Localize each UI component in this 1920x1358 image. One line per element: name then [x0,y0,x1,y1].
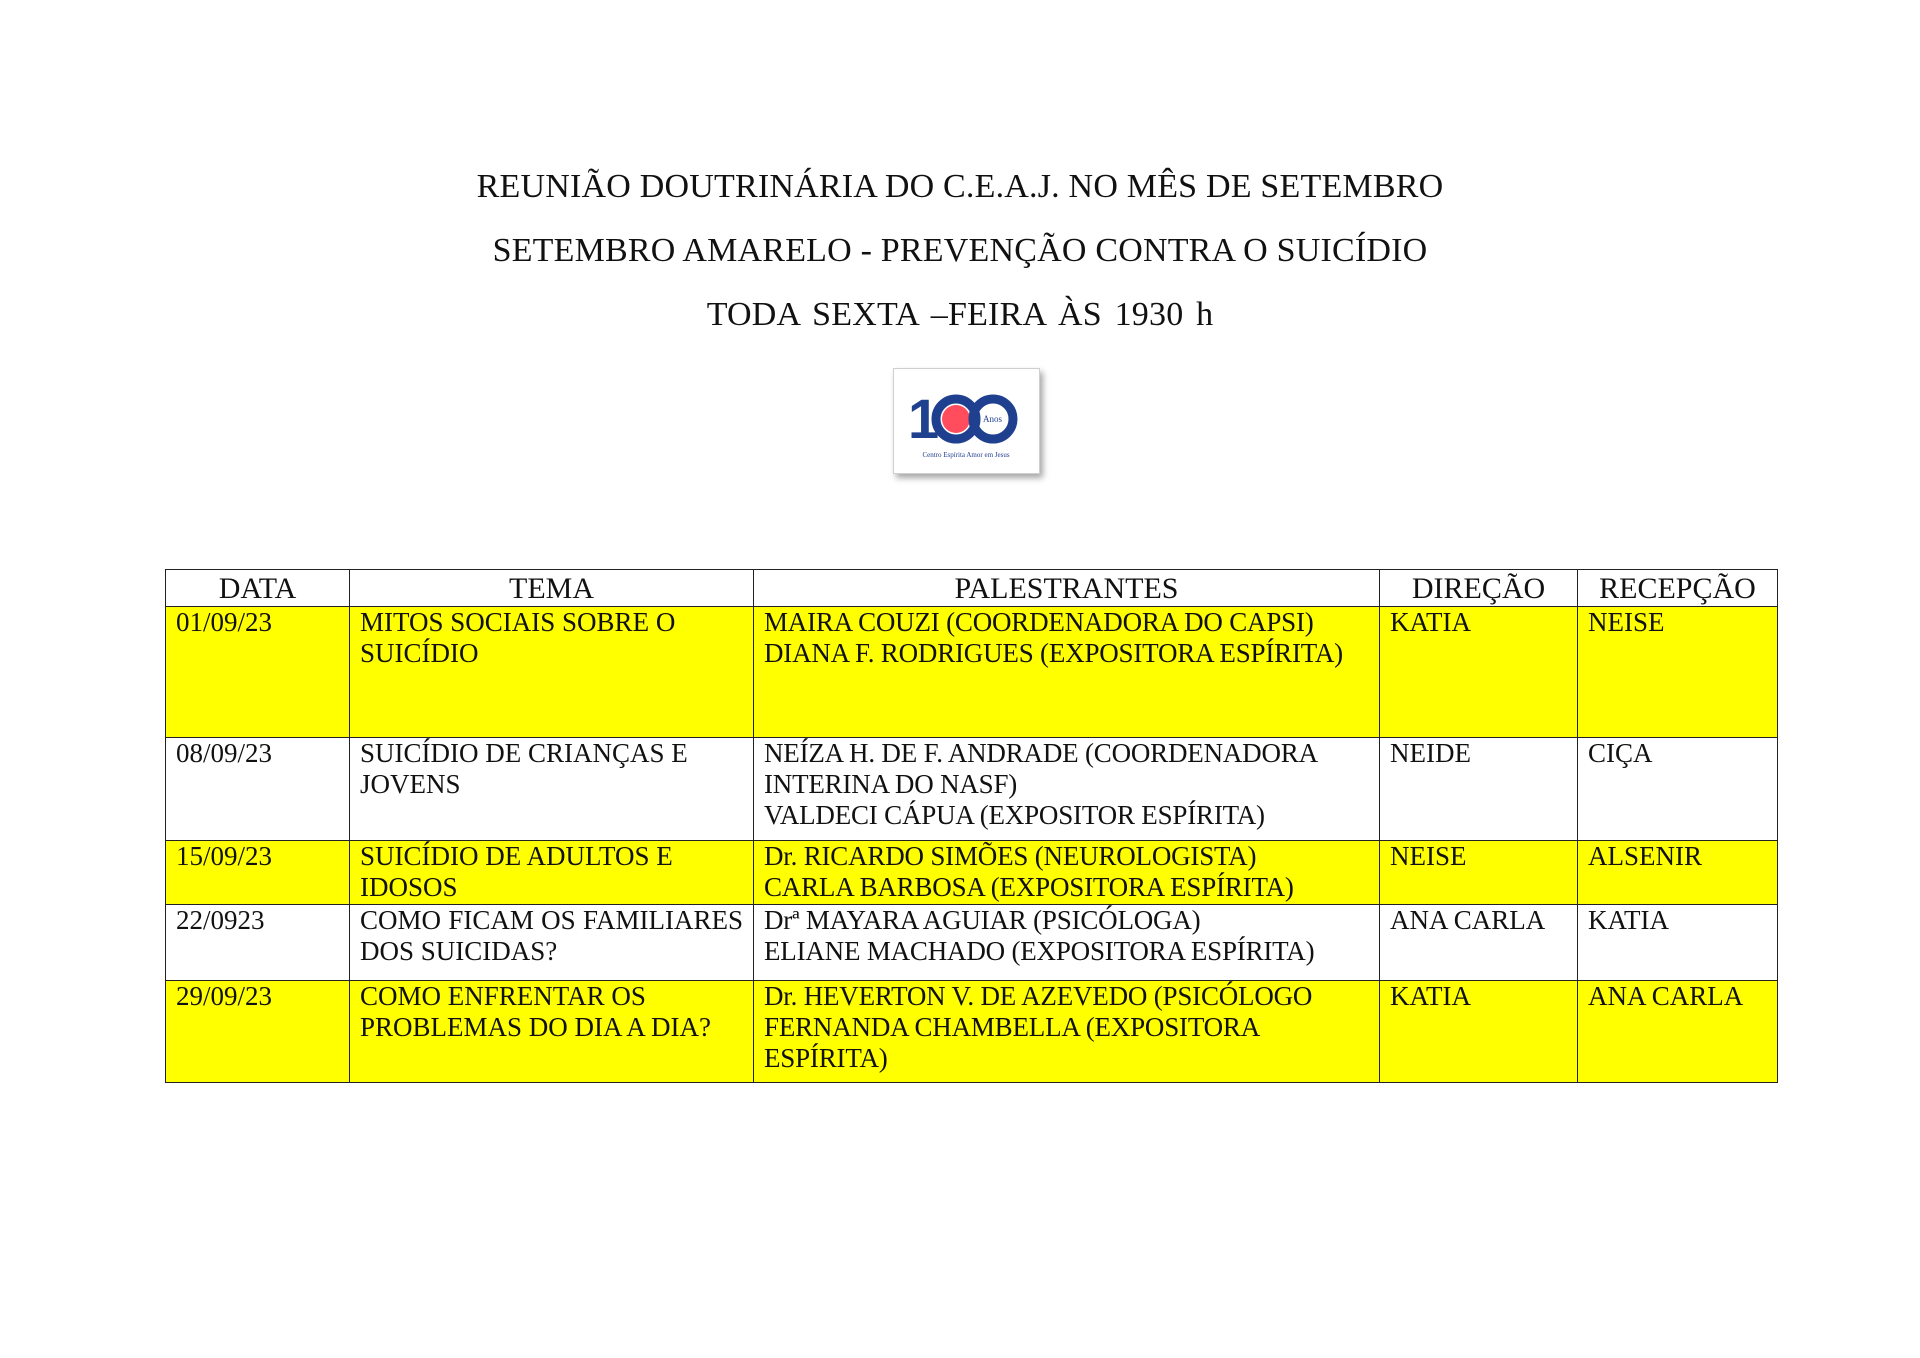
cell-recepcao: ALSENIR [1578,841,1778,905]
column-header-direcao: DIREÇÃO [1380,570,1578,607]
column-header-tema: TEMA [350,570,754,607]
cell-tema: MITOS SOCIAIS SOBRE O SUICÍDIO [350,607,754,738]
cell-recepcao: CIÇA [1578,738,1778,841]
cell-tema: SUICÍDIO DE ADULTOS E IDOSOS [350,841,754,905]
speaker-line: VALDECI CÁPUA (EXPOSITOR ESPÍRITA) [764,800,1265,830]
speaker-line: Drª MAYARA AGUIAR (PSICÓLOGA) [764,905,1201,935]
cell-direcao: ANA CARLA [1380,905,1578,981]
logo-anos: Anos [983,414,1003,424]
table-row [166,607,1778,738]
centenary-logo [893,368,1040,474]
cell-direcao: NEIDE [1380,738,1578,841]
table-row [166,841,1778,905]
cell-direcao: KATIA [1380,981,1578,1083]
logo-caption: Centro Espírita Amor em Jesus [922,451,1010,459]
title-line-3: TODA SEXTA –FEIRA ÀS 1930 h [706,296,1214,333]
column-header-data: DATA [166,570,350,607]
cell-palestrantes [754,607,1380,738]
column-header-recepcao: RECEPÇÃO [1578,570,1778,607]
cell-palestrantes [754,841,1380,905]
cell-palestrantes [754,905,1380,981]
table-row [166,738,1778,841]
speaker-line: Dr. RICARDO SIMÕES (NEUROLOGISTA) [764,841,1257,871]
cell-data: 01/09/23 [166,607,350,738]
cell-direcao: KATIA [1380,607,1578,738]
cell-tema: SUICÍDIO DE CRIANÇAS E JOVENS [350,738,754,841]
title-line-1: REUNIÃO DOUTRINÁRIA DO C.E.A.J. NO MÊS DE SETEMBRO [476,168,1444,205]
speaker-line: NEÍZA H. DE F. ANDRADE (COORDENADORA INTERINA DO NASF) [764,738,1317,799]
speaker-line: FERNANDA CHAMBELLA (EXPOSITORA ESPÍRITA) [764,1012,1259,1073]
cell-data: 15/09/23 [166,841,350,905]
cell-data: 08/09/23 [166,738,350,841]
table-row [166,981,1778,1083]
column-header-palestrantes: PALESTRANTES [754,570,1380,607]
cell-recepcao: KATIA [1578,905,1778,981]
speaker-line: ELIANE MACHADO (EXPOSITORA ESPÍRITA) [764,936,1315,966]
table-header-row [166,570,1778,607]
logo-red-dot [942,405,970,433]
cell-palestrantes [754,738,1380,841]
speaker-line: CARLA BARBOSA (EXPOSITORA ESPÍRITA) [764,872,1294,902]
table-row [166,905,1778,981]
title-line-2: SETEMBRO AMARELO - PREVENÇÃO CONTRA O SUICÍDIO [492,232,1428,269]
cell-data: 29/09/23 [166,981,350,1083]
cell-recepcao: NEISE [1578,607,1778,738]
cell-palestrantes [754,981,1380,1083]
cell-tema: COMO FICAM OS FAMILIARES DOS SUICIDAS? [350,905,754,981]
cell-tema: COMO ENFRENTAR OS PROBLEMAS DO DIA A DIA? [350,981,754,1083]
cell-data: 22/0923 [166,905,350,981]
logo-number: 1 [908,387,940,450]
speaker-line: MAIRA COUZI (COORDENADORA DO CAPSI) [764,607,1314,637]
speaker-line: Dr. HEVERTON V. DE AZEVEDO (PSICÓLOGO [764,981,1313,1011]
schedule-table [165,569,1778,1083]
cell-direcao: NEISE [1380,841,1578,905]
speaker-line: DIANA F. RODRIGUES (EXPOSITORA ESPÍRITA) [764,638,1343,668]
cell-recepcao: ANA CARLA [1578,981,1778,1083]
